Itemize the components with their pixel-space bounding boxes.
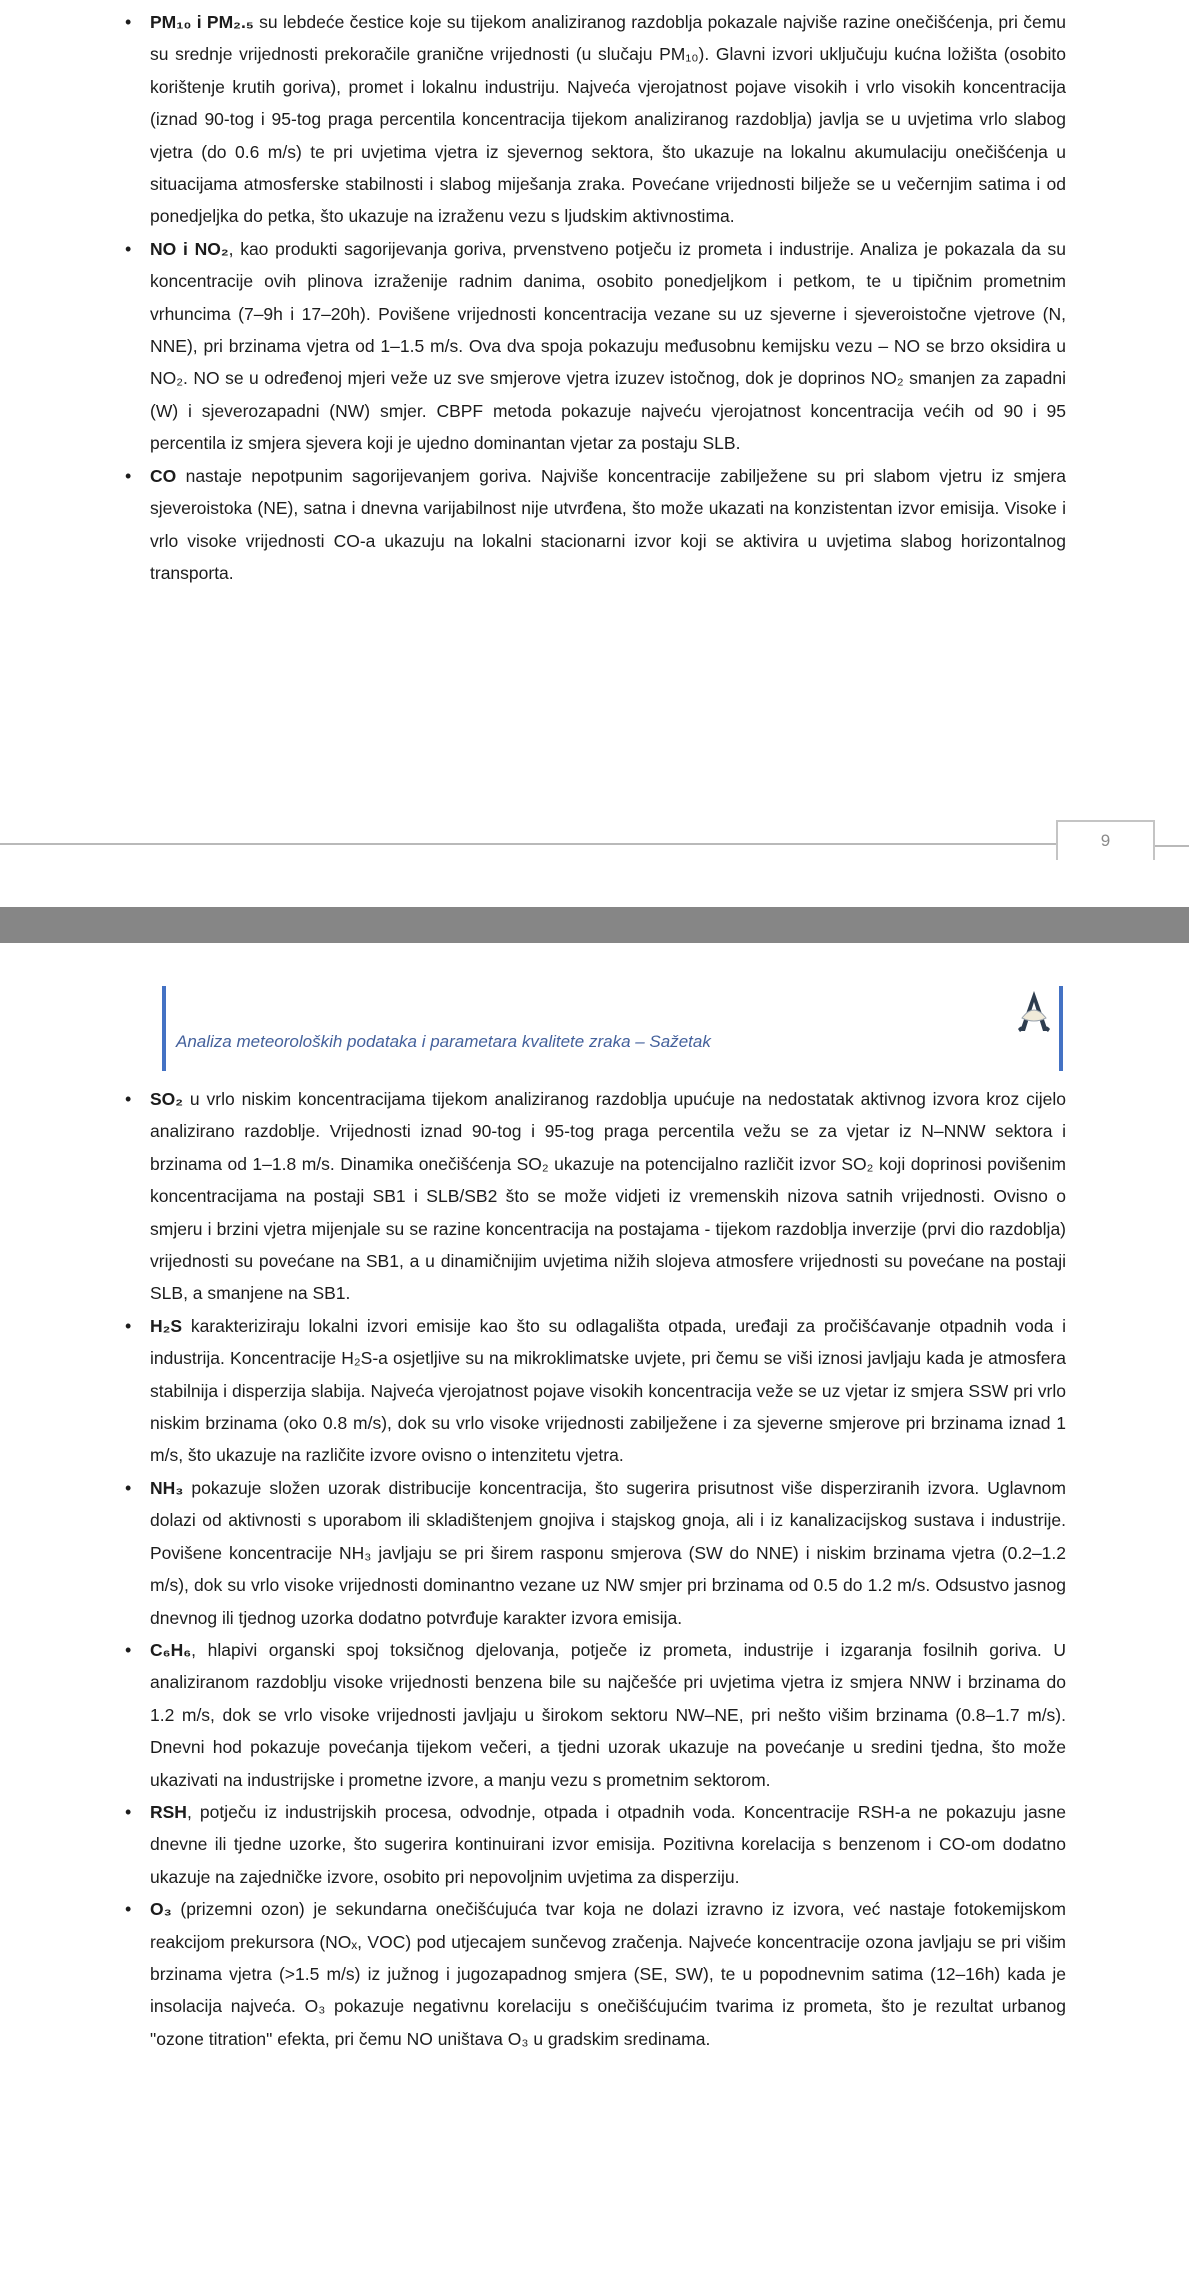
bullet-pm10-pm25 (150, 6, 1066, 233)
bullet-so2 (150, 1083, 1066, 1310)
bullet-h2s (150, 1310, 1066, 1472)
bullet-text: karakteriziraju lokalni izvori emisije kao što su odlagališta otpada, uređaji za pročišćavanje otpadnih voda i industrija. Koncentracije H₂S-a osjetljive su na mikroklimatske uvjete, pri čemu se viši iznosi javljaju kada je atmosfera stabilnija i disperzija slabija. Najveća vjerojatnost pojave visokih koncentracija veže se uz vjetar iz smjera SSW pri vrlo niskim brzinama (oko 0.8 m/s), dok su vrlo visoke vrijednosti zabilježene i za sjeverne smjerove pri brzinama iznad 1 m/s, što ukazuje na različite izvore ovisno o intenzitetu vjetra. (150, 1315, 1066, 1466)
pollutant-name: NO i NO₂ (150, 238, 229, 259)
bullet-text: , hlapivi organski spoj toksičnog djelovanja, potječe iz prometa, industrije i izgaranja fosilnih goriva. U analiziranom razdoblju visoke vrijednosti benzena bile su najčešće pri uvjetima vjetra iz smjera NNW i brzinama do 1.2 m/s, dok se vrlo visoke vrijednosti javljaju u širokom sektoru NW–NE, pri nešto višim brzinama (0.8–1.7 m/s). Dnevni hod pokazuje povećanja tijekom večeri, a tjedni uzorak ukazuje na povećanje u sredini tjedna, što može ukazivati na industrijske i prometne izvore, a manju vezu s prometnim sektorom. (150, 1639, 1066, 1790)
page-number-frame (1056, 820, 1155, 860)
pollutant-name: C₆H₆ (150, 1639, 192, 1660)
bullet-text: su lebdeće čestice koje su tijekom analiziranog razdoblja pokazale najviše razine onečišćenja, pri čemu su srednje vrijednosti prekoračile granične vrijednosti (u slučaju PM₁₀). Glavni izvori uključuju kućna ložišta (osobito korištenje krutih goriva), promet i lokalnu industriju. Najveća vjerojatnost pojave visokih i vrlo visokih koncentracija (iznad 90-tog i 95-tog praga percentila koncentracija tijekom analiziranog razdoblja) javlja se u uvjetima vrlo slabog vjetra (do 0.6 m/s) te pri uvjetima vjetra iz sjevernog sektora, što ukazuje na lokalnu akumulaciju onečišćenja u situacijama atmosferske stabilnosti i slabog miješanja zraka. Povećane vrijednosti bilježe se u večernjim satima i od ponedjeljka do petka, što ukazuje na izraženu vezu s ljudskim aktivnostima. (150, 12, 1067, 227)
company-logo-icon (1010, 988, 1058, 1036)
pollutant-name: PM₁₀ i PM₂.₅ (150, 12, 254, 32)
page-gap-separator (0, 907, 1189, 943)
bullet-no-no2 (150, 233, 1066, 460)
pollutant-name: RSH (150, 1801, 187, 1822)
header-accent-bar-left (162, 986, 166, 1071)
bullet-rsh (150, 1796, 1066, 1893)
bullet-text: pokazuje složen uzorak distribucije koncentracija, što sugerira prisutnost više disperziranih izvora. Uglavnom dolazi od aktivnosti s uporabom ili skladištenjem gnojiva i stajskog gnoja, ali i iz kanalizacijskog sustava i industrije. Povišene koncentracije NH₃ javljaju se pri širem rasponu smjerova (SW do NNE) i niskim brzinama vjetra (0.2–1.2 m/s), dok su vrlo visoke vrijednosti dominantno vezane uz NW smjer pri brzinama od 0.5 do 1.2 m/s. Odsustvo jasnog dnevnog ili tjednog uzorka dodatno potvrđuje karakter izvora emisija. (150, 1477, 1066, 1628)
footer-rule-right (1151, 845, 1189, 847)
bullet-c6h6 (150, 1634, 1066, 1796)
bullet-co (150, 460, 1066, 590)
header-accent-bar-right (1059, 986, 1063, 1071)
bullet-o3 (150, 1893, 1066, 2055)
pollutant-bullet-list-page2 (150, 1083, 1066, 2055)
pollutant-name: O₃ (150, 1899, 172, 1920)
page-header-title: Analiza meteoroloških podataka i parametara kvalitete zraka – Sažetak (176, 1032, 711, 1051)
bullet-text: nastaje nepotpunim sagorijevanjem goriva. Najviše koncentracije zabilježene su pri slabom vjetru iz smjera sjeveroistoka (NE), satna i dnevna varijabilnost nije utvrđena, što može ukazati na konzistentan izvor emisija. Visoke i vrlo visoke vrijednosti CO-a ukazuju na lokalni stacionarni izvor koji se aktivira u uvjetima slabog horizontalnog transporta. (150, 465, 1066, 583)
page-number: 9 (1100, 831, 1111, 850)
bullet-text: , kao produkti sagorijevanja goriva, prvenstveno potječu iz prometa i industrije. Analiza je pokazala da su koncentracije ovih plinova izraženije radnim danima, osobito ponedjeljkom i petkom, te u tipičnim prometnim vrhuncima (7–9h i 17–20h). Povišene vrijednosti koncentracija vezane su uz sjeverne i sjeveroistočne vjetrove (N, NNE), pri brzinama vjetra od 1–1.5 m/s. Ova dva spoja pokazuju međusobnu kemijsku vezu – NO se brzo oksidira u NO₂. NO se u određenoj mjeri veže uz sve smjerove vjetra izuzev istočnog, dok je doprinos NO₂ smanjen za zapadni (W) i sjeverozapadni (NW) smjer. CBPF metoda pokazuje najveću vjerojatnost koncentracija većih od 90 i 95 percentila iz smjera sjevera koji je ujedno dominantan vjetar za postaju SLB. (150, 238, 1066, 454)
footer-rule-left (0, 843, 1056, 845)
pollutant-name: SO₂ (150, 1089, 184, 1109)
bullet-nh3 (150, 1472, 1066, 1634)
bullet-text: u vrlo niskim koncentracijama tijekom analiziranog razdoblja upućuje na nedostatak aktivnog izvora kroz cijelo analizirano razdoblje. Vrijednosti iznad 90-tog i 95-tog praga percentila vežu se za vjetar iz N–NNW sektora i brzinama od 1–1.8 m/s. Dinamika onečišćenja SO₂ ukazuje na potencijalno različit izvor SO₂ koji doprinosi povišenim koncentracijama na postaji SB1 i SLB/SB2 što se može vidjeti iz vremenskih nizova satnih vrijednosti. Ovisno o smjeru i brzini vjetra mijenjale su se razine koncentracija na postajama - tijekom razdoblja inverzije (prvi dio razdoblja) vrijednosti su povećane na SB1, a u dinamičnijim uvjetima nižih slojeva atmosfere vrijednosti su povećane na postaji SLB, a smanjene na SB1. (150, 1089, 1066, 1304)
bullet-text: , potječu iz industrijskih procesa, odvodnje, otpada i otpadnih voda. Koncentracije RSH-a ne pokazuju jasne dnevne ili tjedne uzorke, što sugerira kontinuirani izvor emisija. Pozitivna korelacija s benzenom i CO-om dodatno ukazuje na zajedničke izvore, osobito pri nepovoljnim uvjetima za disperziju. (150, 1801, 1066, 1887)
bullet-text: (prizemni ozon) je sekundarna onečišćujuća tvar koja ne dolazi izravno iz izvora, već nastaje fotokemijskom reakcijom prekursora (NOₓ, VOC) pod utjecajem sunčevog zračenja. Najveće koncentracije ozona javljaju se pri višim brzinama vjetra (>1.5 m/s) iz južnog i jugozapadnog smjera (SE, SW), te u popodnevnim satima (12–16h) kada je insolacija najveća. O₃ pokazuje negativnu korelaciju s onečišćujućim tvarima iz prometa, što je rezultat urbanog "ozone titration" efekta, pri čemu NO uništava O₃ u gradskim sredinama. (150, 1899, 1066, 2049)
pollutant-name: H₂S (150, 1315, 183, 1336)
pollutant-name: NH₃ (150, 1477, 184, 1498)
pollutant-bullet-list-page1 (150, 6, 1066, 589)
pollutant-name: CO (150, 465, 177, 486)
